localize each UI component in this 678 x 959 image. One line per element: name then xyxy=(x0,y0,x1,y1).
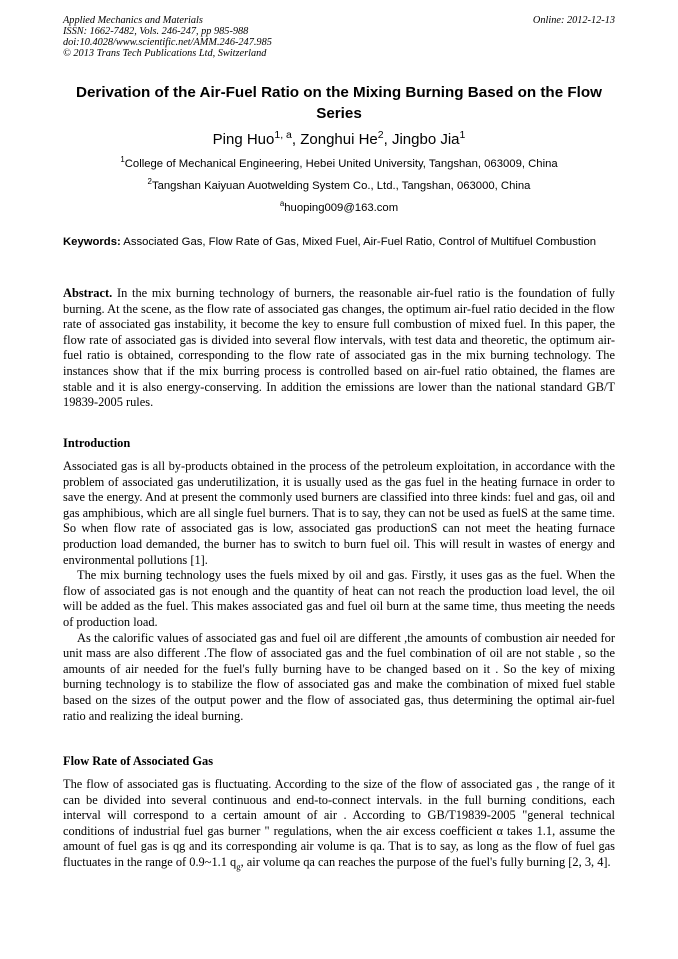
affiliation-marker: 1 xyxy=(120,155,125,165)
author-separator: , xyxy=(383,131,392,148)
affiliation-text: Tangshan Kaiyuan Auotwelding System Co., Ltd., Tangshan, 063000, China xyxy=(151,180,531,192)
online-date: Online: 2012-12-13 xyxy=(532,15,615,26)
email-text: huoping009@163.com xyxy=(284,202,399,214)
introduction-body xyxy=(63,459,615,724)
abstract-text: In the mix burning technology of burners, the reasonable air-fuel ratio is the foundation of fully burning. At the scene, as the flow rate of associated gas changes, the optimum air-fuel ratio decided in the flow rate of associated gas instability, it become the key to ensure full combustion of mixed fuel. In this paper, the flow rate of associated gas is divided into several flow intervals, with test data and theoretic, the optimum air-fuel ratio is obtained, corresponding to the flow rate of associated gas in the mix burning technology. The instances show that if the mix burring process is controlled based on air-fuel ratio obtained, the flames are stable and it is also energy-conserving. In addition the emissions are lower than the national standard GB/T 19839-2005 rules. xyxy=(63,286,615,410)
journal-name: Applied Mechanics and Materials xyxy=(63,15,203,26)
abstract-label: Abstract. xyxy=(63,286,113,300)
subscript: g xyxy=(236,861,241,872)
flow-rate-body xyxy=(63,777,615,871)
author-name: Zonghui He xyxy=(300,131,378,148)
affiliation-text: College of Mechanical Engineering, Hebei United University, Tangshan, 063009, China xyxy=(124,158,558,170)
section-heading-introduction: Introduction xyxy=(63,436,131,450)
keywords xyxy=(63,235,615,250)
author-list xyxy=(60,131,618,149)
keywords-text: Associated Gas, Flow Rate of Gas, Mixed Fuel, Air-Fuel Ratio, Control of Multifuel Combustion xyxy=(120,236,597,248)
paragraph xyxy=(63,777,615,871)
keywords-label: Keywords: xyxy=(63,236,121,248)
author-name: Jingbo Jia xyxy=(391,131,460,148)
affiliation-marker: 2 xyxy=(147,177,152,187)
abstract xyxy=(63,286,615,411)
copyright-line: © 2013 Trans Tech Publications Ltd, Switzerland xyxy=(63,48,267,59)
affiliation-2 xyxy=(60,179,618,193)
affiliation-1 xyxy=(60,157,618,171)
email-marker: a xyxy=(279,199,285,209)
author-separator: , xyxy=(291,131,301,148)
paragraph-text: The flow of associated gas is fluctuating. According to the size of the flow of associated gas , the range of it can be divided into several continuous and end-to-connect intervals. in the full burning conditions, each interval will correspond to a certain amount of air . According to GB/T19839-2005 "general technical conditions of industrial fuel gas burner " regulations, when the air excess coefficient α takes 1.1, assume the amount of fuel gas is qg and its corresponding air volume is qa. That is to say, as long as the flow of fuel gas fluctuates in the range of 0.9~1.1 q xyxy=(63,777,615,869)
author-name: Ping Huo xyxy=(212,131,275,148)
paper-title: Derivation of the Air-Fuel Ratio on the Mixing Burning Based on the Flow Series xyxy=(76,84,602,122)
doi-line: doi:10.4028/www.scientific.net/AMM.246-247.985 xyxy=(63,37,272,48)
paragraph: As the calorific values of associated gas and fuel oil are different ,the amounts of combustion air needed for unit mass are also different .The flow of associated gas and the fuel combination of oil are not stable , so the amounts of air needed for the fuel's fully burning have to be changed based on it . So the key of mixing burning technology is to stabilize the flow of associated gas and make the combination of mixed fuel stable based on the sizes of the output power and the flow of associated gas, thus determining the optimal air-fuel ratio and realizing the ideal burning. xyxy=(63,630,615,723)
issn-line: ISSN: 1662-7482, Vols. 246-247, pp 985-988 xyxy=(63,26,249,37)
paragraph-text: , air volume qa can reaches the purpose of the fuel's fully burning [2, 3, 4]. xyxy=(240,854,611,869)
paragraph: The mix burning technology uses the fuels mixed by oil and gas. Firstly, it uses gas as the fuel. When the flow of associated gas is not enough and the quantity of heat can not reach the production load level, the oil will be added as the fuel. This makes associated gas and fuel oil burn at the same time, thus meeting the needs of production load. xyxy=(63,568,615,629)
author-superscript: 2 xyxy=(377,129,384,141)
journal-header xyxy=(63,15,615,59)
section-heading-flow-rate: Flow Rate of Associated Gas xyxy=(63,754,214,768)
author-email xyxy=(60,201,618,215)
author-superscript: 1 xyxy=(459,129,466,141)
paragraph: Associated gas is all by-products obtained in the process of the petroleum exploitation, in accordance with the problem of associated gas underutilization, it is usually used as the gas fuel in the heating furnace in order to save the energy. And at present the commonly used burners are classified into three kinds: fuel and gas, oil and gas amphibious, which are all single fuel burners. That is to say, they can not be used as fuelS at the same time. So when flow rate of associated gas is low, associated gas productionS can not meet the heating furnace production load demanded, the burner has to switch to burn fuel oil. This will result in wastes of energy and environmental pollutions [1]. xyxy=(63,459,615,567)
author-superscript: 1, a xyxy=(274,129,292,141)
